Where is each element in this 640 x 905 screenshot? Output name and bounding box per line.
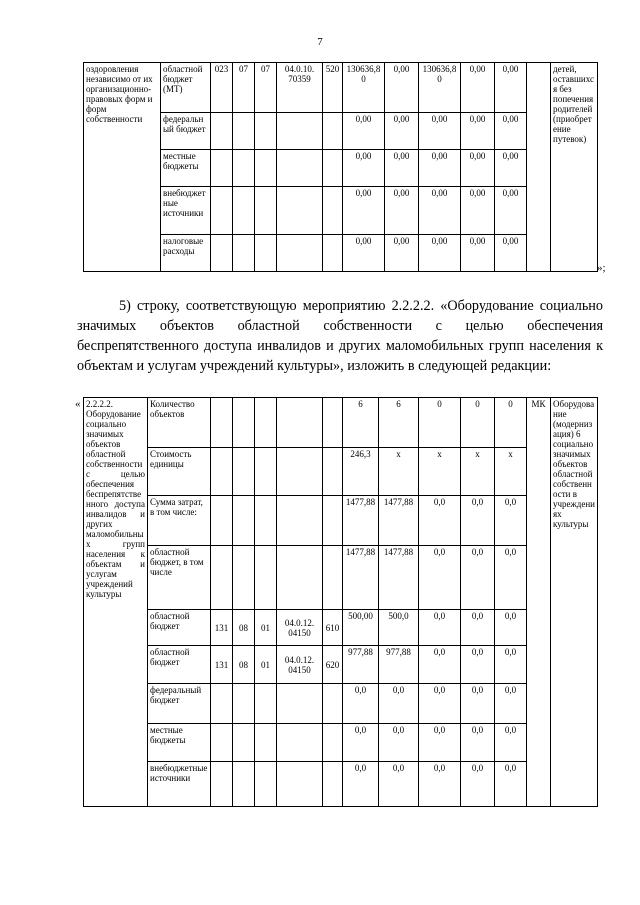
amount-cell: 0,0 bbox=[495, 724, 527, 762]
amount-cell: 0,00 bbox=[461, 63, 495, 113]
budget-code bbox=[277, 448, 323, 496]
amount-cell: 0,00 bbox=[495, 187, 527, 235]
amount-cell: 0,00 bbox=[385, 187, 419, 235]
amount-cell: 0,0 bbox=[461, 684, 495, 724]
amount-cell: 0,0 bbox=[379, 684, 419, 724]
funding-source: местные бюджеты bbox=[161, 150, 211, 187]
program-table-event bbox=[83, 397, 598, 807]
amount-cell: 0,00 bbox=[419, 235, 461, 272]
amount-cell: 0,00 bbox=[343, 113, 385, 150]
amount-cell: x bbox=[461, 448, 495, 496]
amount-cell: 1477,88 bbox=[379, 496, 419, 546]
amount-cell: 1477,88 bbox=[343, 546, 379, 610]
funding-source: налоговые расходы bbox=[161, 235, 211, 272]
budget-code bbox=[255, 187, 277, 235]
budget-code bbox=[323, 150, 343, 187]
budget-code bbox=[323, 187, 343, 235]
budget-code: 023 bbox=[211, 63, 233, 113]
amendment-paragraph: 5) строку, соответствующую мероприятию 2.2.2.2. «Оборудование социально значимых объектов областной собственности с целью обеспечения беспрепятственного доступа инвалидов и других маломобильных групп населения к объектам и услугам учреждений культуры», изложить в следующей редакции: bbox=[77, 298, 603, 374]
budget-code bbox=[233, 762, 255, 807]
table-row bbox=[84, 724, 598, 762]
page-number: 7 bbox=[317, 36, 323, 48]
amount-cell: 0,0 bbox=[461, 610, 495, 646]
budget-code bbox=[233, 448, 255, 496]
budget-code bbox=[211, 762, 233, 807]
budget-code bbox=[233, 496, 255, 546]
table-row bbox=[84, 448, 598, 496]
amount-cell: 0,00 bbox=[343, 150, 385, 187]
budget-code bbox=[255, 724, 277, 762]
budget-code bbox=[277, 235, 323, 272]
amount-cell: 0,0 bbox=[419, 546, 461, 610]
budget-code: 04.0.12. 04150 bbox=[277, 610, 323, 646]
budget-code: 07 bbox=[233, 63, 255, 113]
budget-code bbox=[323, 724, 343, 762]
budget-code bbox=[323, 235, 343, 272]
funding-source: внебюджетные источники bbox=[161, 187, 211, 235]
amount-cell: 0 bbox=[461, 398, 495, 448]
budget-code bbox=[211, 150, 233, 187]
amount-cell: 0,00 bbox=[495, 235, 527, 272]
budget-code bbox=[211, 546, 233, 610]
amount-cell: x bbox=[419, 448, 461, 496]
budget-code bbox=[255, 684, 277, 724]
amount-cell: 0,0 bbox=[495, 546, 527, 610]
table-row bbox=[84, 150, 598, 187]
result-cell: Оборудование (модернизация) 6 социально значимых объектов областной собственности в учреждениях культуры bbox=[551, 398, 598, 807]
amount-cell: 0,0 bbox=[461, 724, 495, 762]
amount-cell: 977,88 bbox=[343, 646, 379, 684]
table-row bbox=[84, 63, 598, 113]
amount-cell: 130636,80 bbox=[419, 63, 461, 113]
budget-code bbox=[255, 546, 277, 610]
budget-code bbox=[277, 113, 323, 150]
amount-cell: 500,0 bbox=[379, 610, 419, 646]
amount-cell: 0,00 bbox=[385, 113, 419, 150]
funding-source: областной бюджет bbox=[148, 610, 211, 646]
budget-code bbox=[211, 448, 233, 496]
program-table-continued bbox=[83, 62, 598, 272]
amount-cell: 0,00 bbox=[461, 113, 495, 150]
budget-code bbox=[323, 684, 343, 724]
budget-code bbox=[211, 496, 233, 546]
event-description: 2.2.2.2. Оборудование социально значимых объектов областной собственности с целью обеспечения беспрепятственного доступа инвалидов и других маломобильных групп населения к объектам и услугам учреждений культуры bbox=[84, 398, 148, 807]
funding-source: областной бюджет, в том числе bbox=[148, 546, 211, 610]
amount-cell: 0,0 bbox=[419, 610, 461, 646]
budget-code bbox=[211, 235, 233, 272]
amount-cell: 0,0 bbox=[461, 762, 495, 807]
budget-code bbox=[211, 684, 233, 724]
amount-cell: 0,00 bbox=[461, 235, 495, 272]
amount-cell: 0,0 bbox=[343, 724, 379, 762]
budget-code bbox=[233, 187, 255, 235]
budget-code bbox=[233, 724, 255, 762]
budget-code bbox=[323, 496, 343, 546]
budget-code bbox=[277, 724, 323, 762]
amount-cell: 0 bbox=[419, 398, 461, 448]
amount-cell: 500,00 bbox=[343, 610, 379, 646]
budget-code: 07 bbox=[255, 63, 277, 113]
table-row bbox=[84, 684, 598, 724]
budget-code: 08 bbox=[233, 646, 255, 684]
budget-code: 131 bbox=[211, 610, 233, 646]
budget-code bbox=[277, 546, 323, 610]
amount-cell: 0,00 bbox=[495, 113, 527, 150]
budget-code bbox=[277, 684, 323, 724]
amount-cell: 0,00 bbox=[495, 63, 527, 113]
budget-code: 610 bbox=[323, 610, 343, 646]
amount-cell: 0,0 bbox=[495, 684, 527, 724]
budget-code bbox=[277, 762, 323, 807]
budget-code bbox=[233, 684, 255, 724]
opening-quote: « bbox=[75, 398, 81, 410]
budget-code bbox=[255, 762, 277, 807]
funding-source: Сумма затрат, в том числе: bbox=[148, 496, 211, 546]
amount-cell: 130636,80 bbox=[343, 63, 385, 113]
amount-cell: 0,0 bbox=[495, 610, 527, 646]
amount-cell: 0,00 bbox=[343, 187, 385, 235]
amount-cell: 0,00 bbox=[461, 150, 495, 187]
budget-code: 04.0.10. 70359 bbox=[277, 63, 323, 113]
amount-cell: 0,00 bbox=[385, 235, 419, 272]
executor-cell bbox=[527, 63, 551, 272]
budget-code bbox=[233, 546, 255, 610]
funding-source: областной бюджет bbox=[148, 646, 211, 684]
event-description: оздоровления независимо от их организационно-правовых форм и форм собственности bbox=[84, 63, 161, 272]
result-cell: детей, оставшихся без попечения родителей (приобретение путевок) bbox=[551, 63, 598, 272]
budget-code bbox=[211, 724, 233, 762]
amount-cell: 0,00 bbox=[419, 187, 461, 235]
amount-cell: 0,00 bbox=[385, 150, 419, 187]
funding-source: областной бюджет (МТ) bbox=[161, 63, 211, 113]
budget-code bbox=[255, 448, 277, 496]
amount-cell: 0,0 bbox=[419, 762, 461, 807]
budget-code bbox=[233, 113, 255, 150]
budget-code bbox=[277, 187, 323, 235]
budget-code bbox=[211, 113, 233, 150]
budget-code bbox=[233, 398, 255, 448]
budget-code bbox=[211, 187, 233, 235]
amount-cell: x bbox=[495, 448, 527, 496]
executor-cell: МК bbox=[527, 398, 551, 807]
budget-code bbox=[323, 762, 343, 807]
amount-cell: 0,0 bbox=[461, 546, 495, 610]
table-row bbox=[84, 762, 598, 807]
funding-source: местные бюджеты bbox=[148, 724, 211, 762]
budget-code bbox=[277, 150, 323, 187]
amount-cell: 0,00 bbox=[343, 235, 385, 272]
amount-cell: 246,3 bbox=[343, 448, 379, 496]
budget-code bbox=[255, 113, 277, 150]
budget-code bbox=[277, 398, 323, 448]
amount-cell: 6 bbox=[343, 398, 379, 448]
table-row bbox=[84, 610, 598, 646]
amount-cell: 0,0 bbox=[495, 762, 527, 807]
budget-code bbox=[255, 496, 277, 546]
budget-code bbox=[255, 398, 277, 448]
amount-cell: 0,0 bbox=[461, 496, 495, 546]
budget-code bbox=[255, 150, 277, 187]
amount-cell: 0,0 bbox=[419, 684, 461, 724]
budget-code bbox=[277, 496, 323, 546]
funding-source: федеральный бюджет bbox=[161, 113, 211, 150]
budget-code: 620 bbox=[323, 646, 343, 684]
budget-code bbox=[211, 398, 233, 448]
closing-quote: »; bbox=[597, 262, 606, 274]
budget-code bbox=[255, 235, 277, 272]
table-row bbox=[84, 235, 598, 272]
table-row bbox=[84, 646, 598, 684]
table-row bbox=[84, 398, 598, 448]
budget-code bbox=[323, 113, 343, 150]
amount-cell: 0,00 bbox=[419, 113, 461, 150]
amount-cell: 6 bbox=[379, 398, 419, 448]
amount-cell: 1477,88 bbox=[379, 546, 419, 610]
funding-source: федеральный бюджет bbox=[148, 684, 211, 724]
funding-source: Стоимость единицы bbox=[148, 448, 211, 496]
funding-source: внебюджетные источники bbox=[148, 762, 211, 807]
budget-code: 131 bbox=[211, 646, 233, 684]
budget-code bbox=[233, 150, 255, 187]
budget-code bbox=[323, 448, 343, 496]
budget-code bbox=[233, 235, 255, 272]
table-row bbox=[84, 187, 598, 235]
table-row bbox=[84, 496, 598, 546]
budget-code: 01 bbox=[255, 610, 277, 646]
amount-cell: 0,00 bbox=[495, 150, 527, 187]
table-row bbox=[84, 546, 598, 610]
amount-cell: 0,0 bbox=[379, 762, 419, 807]
amount-cell: 0,0 bbox=[419, 724, 461, 762]
amount-cell: 1477,88 bbox=[343, 496, 379, 546]
amount-cell: 0,00 bbox=[419, 150, 461, 187]
amount-cell: 0,0 bbox=[419, 496, 461, 546]
funding-source: Количество объектов bbox=[148, 398, 211, 448]
amount-cell: 0,0 bbox=[495, 646, 527, 684]
amount-cell: 0,0 bbox=[419, 646, 461, 684]
amount-cell: 0,00 bbox=[461, 187, 495, 235]
amount-cell: x bbox=[379, 448, 419, 496]
budget-code: 01 bbox=[255, 646, 277, 684]
amount-cell: 977,88 bbox=[379, 646, 419, 684]
amount-cell: 0 bbox=[495, 398, 527, 448]
budget-code: 08 bbox=[233, 610, 255, 646]
amount-cell: 0,0 bbox=[495, 496, 527, 546]
budget-code bbox=[323, 546, 343, 610]
amount-cell: 0,0 bbox=[379, 724, 419, 762]
budget-code: 04.0.12. 04150 bbox=[277, 646, 323, 684]
amount-cell: 0,00 bbox=[385, 63, 419, 113]
budget-code bbox=[323, 398, 343, 448]
budget-code: 520 bbox=[323, 63, 343, 113]
table-row bbox=[84, 113, 598, 150]
amount-cell: 0,0 bbox=[343, 762, 379, 807]
amount-cell: 0,0 bbox=[461, 646, 495, 684]
amount-cell: 0,0 bbox=[343, 684, 379, 724]
